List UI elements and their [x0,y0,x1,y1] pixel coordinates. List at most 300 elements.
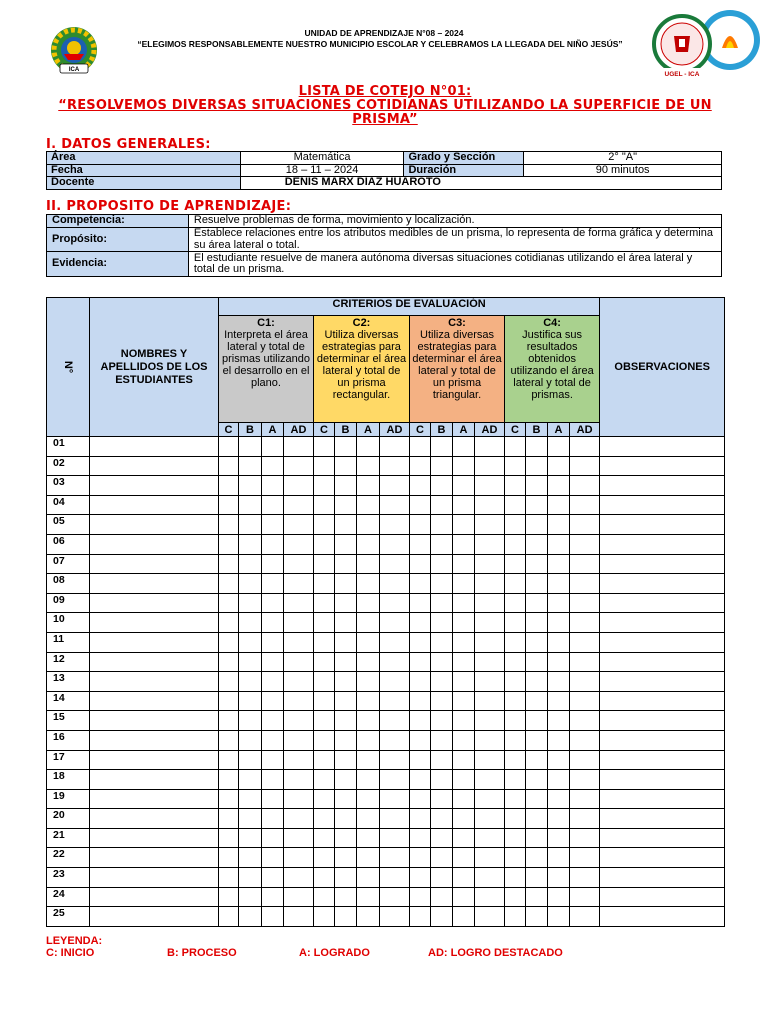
assessment-cell[interactable] [475,907,505,927]
assessment-cell[interactable] [526,828,548,848]
assessment-cell[interactable] [284,907,314,927]
assessment-cell[interactable] [284,691,314,711]
assessment-cell[interactable] [505,456,526,476]
assessment-cell[interactable] [505,672,526,692]
student-name-cell[interactable] [90,652,219,672]
assessment-cell[interactable] [357,770,380,790]
assessment-cell[interactable] [431,907,453,927]
assessment-cell[interactable] [314,770,335,790]
assessment-cell[interactable] [410,554,431,574]
assessment-cell[interactable] [431,809,453,829]
observation-cell[interactable] [600,828,725,848]
assessment-cell[interactable] [526,770,548,790]
observation-cell[interactable] [600,809,725,829]
assessment-cell[interactable] [219,437,239,457]
student-name-cell[interactable] [90,437,219,457]
assessment-cell[interactable] [262,907,284,927]
assessment-cell[interactable] [548,730,570,750]
assessment-cell[interactable] [380,770,410,790]
student-name-cell[interactable] [90,515,219,535]
observation-cell[interactable] [600,711,725,731]
assessment-cell[interactable] [431,652,453,672]
assessment-cell[interactable] [505,907,526,927]
assessment-cell[interactable] [475,632,505,652]
assessment-cell[interactable] [475,495,505,515]
assessment-cell[interactable] [453,534,475,554]
assessment-cell[interactable] [570,750,600,770]
assessment-cell[interactable] [335,848,357,868]
student-name-cell[interactable] [90,770,219,790]
assessment-cell[interactable] [548,691,570,711]
assessment-cell[interactable] [570,887,600,907]
assessment-cell[interactable] [284,593,314,613]
assessment-cell[interactable] [239,770,262,790]
assessment-cell[interactable] [410,828,431,848]
assessment-cell[interactable] [314,868,335,888]
assessment-cell[interactable] [453,437,475,457]
assessment-cell[interactable] [570,495,600,515]
assessment-cell[interactable] [453,691,475,711]
assessment-cell[interactable] [505,789,526,809]
assessment-cell[interactable] [505,887,526,907]
assessment-cell[interactable] [410,534,431,554]
assessment-cell[interactable] [431,495,453,515]
observation-cell[interactable] [600,534,725,554]
assessment-cell[interactable] [475,613,505,633]
assessment-cell[interactable] [357,476,380,496]
assessment-cell[interactable] [431,554,453,574]
assessment-cell[interactable] [314,652,335,672]
assessment-cell[interactable] [526,456,548,476]
assessment-cell[interactable] [570,672,600,692]
assessment-cell[interactable] [335,574,357,594]
observation-cell[interactable] [600,907,725,927]
assessment-cell[interactable] [548,789,570,809]
assessment-cell[interactable] [380,554,410,574]
observation-cell[interactable] [600,613,725,633]
student-name-cell[interactable] [90,613,219,633]
student-name-cell[interactable] [90,711,219,731]
assessment-cell[interactable] [410,691,431,711]
assessment-cell[interactable] [548,593,570,613]
assessment-cell[interactable] [335,437,357,457]
assessment-cell[interactable] [262,554,284,574]
assessment-cell[interactable] [453,476,475,496]
assessment-cell[interactable] [335,515,357,535]
assessment-cell[interactable] [357,554,380,574]
assessment-cell[interactable] [284,711,314,731]
assessment-cell[interactable] [570,613,600,633]
assessment-cell[interactable] [219,672,239,692]
assessment-cell[interactable] [335,534,357,554]
assessment-cell[interactable] [239,476,262,496]
assessment-cell[interactable] [453,907,475,927]
assessment-cell[interactable] [284,534,314,554]
assessment-cell[interactable] [431,613,453,633]
assessment-cell[interactable] [526,515,548,535]
assessment-cell[interactable] [219,907,239,927]
assessment-cell[interactable] [380,574,410,594]
assessment-cell[interactable] [219,456,239,476]
assessment-cell[interactable] [548,456,570,476]
assessment-cell[interactable] [284,672,314,692]
assessment-cell[interactable] [475,437,505,457]
assessment-cell[interactable] [239,750,262,770]
assessment-cell[interactable] [505,691,526,711]
assessment-cell[interactable] [357,750,380,770]
assessment-cell[interactable] [262,515,284,535]
assessment-cell[interactable] [410,672,431,692]
assessment-cell[interactable] [526,652,548,672]
assessment-cell[interactable] [314,534,335,554]
assessment-cell[interactable] [453,750,475,770]
assessment-cell[interactable] [262,593,284,613]
assessment-cell[interactable] [526,672,548,692]
assessment-cell[interactable] [380,789,410,809]
assessment-cell[interactable] [239,632,262,652]
assessment-cell[interactable] [431,848,453,868]
student-name-cell[interactable] [90,750,219,770]
assessment-cell[interactable] [548,770,570,790]
assessment-cell[interactable] [380,613,410,633]
assessment-cell[interactable] [526,809,548,829]
assessment-cell[interactable] [431,750,453,770]
assessment-cell[interactable] [335,672,357,692]
assessment-cell[interactable] [431,437,453,457]
assessment-cell[interactable] [570,554,600,574]
assessment-cell[interactable] [284,809,314,829]
assessment-cell[interactable] [475,456,505,476]
assessment-cell[interactable] [526,554,548,574]
assessment-cell[interactable] [475,848,505,868]
assessment-cell[interactable] [314,789,335,809]
assessment-cell[interactable] [475,652,505,672]
assessment-cell[interactable] [548,828,570,848]
assessment-cell[interactable] [239,652,262,672]
assessment-cell[interactable] [453,848,475,868]
assessment-cell[interactable] [570,848,600,868]
assessment-cell[interactable] [239,495,262,515]
assessment-cell[interactable] [570,534,600,554]
assessment-cell[interactable] [284,730,314,750]
student-name-cell[interactable] [90,593,219,613]
assessment-cell[interactable] [410,632,431,652]
assessment-cell[interactable] [335,828,357,848]
student-name-cell[interactable] [90,554,219,574]
assessment-cell[interactable] [262,789,284,809]
assessment-cell[interactable] [335,456,357,476]
assessment-cell[interactable] [219,770,239,790]
assessment-cell[interactable] [475,730,505,750]
assessment-cell[interactable] [475,554,505,574]
assessment-cell[interactable] [314,515,335,535]
assessment-cell[interactable] [380,593,410,613]
assessment-cell[interactable] [570,632,600,652]
assessment-cell[interactable] [262,868,284,888]
assessment-cell[interactable] [526,907,548,927]
assessment-cell[interactable] [526,711,548,731]
assessment-cell[interactable] [219,534,239,554]
assessment-cell[interactable] [284,437,314,457]
assessment-cell[interactable] [219,750,239,770]
assessment-cell[interactable] [239,730,262,750]
assessment-cell[interactable] [453,711,475,731]
assessment-cell[interactable] [239,437,262,457]
student-name-cell[interactable] [90,828,219,848]
assessment-cell[interactable] [526,476,548,496]
assessment-cell[interactable] [505,476,526,496]
assessment-cell[interactable] [219,887,239,907]
assessment-cell[interactable] [314,711,335,731]
assessment-cell[interactable] [410,593,431,613]
assessment-cell[interactable] [357,711,380,731]
assessment-cell[interactable] [314,554,335,574]
assessment-cell[interactable] [380,515,410,535]
assessment-cell[interactable] [453,574,475,594]
assessment-cell[interactable] [239,574,262,594]
assessment-cell[interactable] [570,770,600,790]
assessment-cell[interactable] [475,711,505,731]
assessment-cell[interactable] [380,730,410,750]
student-name-cell[interactable] [90,868,219,888]
assessment-cell[interactable] [239,868,262,888]
assessment-cell[interactable] [570,437,600,457]
assessment-cell[interactable] [410,730,431,750]
assessment-cell[interactable] [357,868,380,888]
assessment-cell[interactable] [284,789,314,809]
assessment-cell[interactable] [380,907,410,927]
assessment-cell[interactable] [570,476,600,496]
assessment-cell[interactable] [284,868,314,888]
assessment-cell[interactable] [335,613,357,633]
assessment-cell[interactable] [526,632,548,652]
observation-cell[interactable] [600,554,725,574]
assessment-cell[interactable] [431,632,453,652]
assessment-cell[interactable] [380,711,410,731]
assessment-cell[interactable] [526,574,548,594]
assessment-cell[interactable] [284,476,314,496]
assessment-cell[interactable] [335,476,357,496]
student-name-cell[interactable] [90,809,219,829]
assessment-cell[interactable] [410,574,431,594]
assessment-cell[interactable] [239,809,262,829]
assessment-cell[interactable] [357,848,380,868]
assessment-cell[interactable] [380,848,410,868]
assessment-cell[interactable] [570,789,600,809]
assessment-cell[interactable] [380,691,410,711]
assessment-cell[interactable] [453,495,475,515]
assessment-cell[interactable] [431,887,453,907]
assessment-cell[interactable] [453,770,475,790]
assessment-cell[interactable] [262,848,284,868]
observation-cell[interactable] [600,515,725,535]
assessment-cell[interactable] [262,437,284,457]
assessment-cell[interactable] [548,515,570,535]
assessment-cell[interactable] [262,456,284,476]
assessment-cell[interactable] [548,632,570,652]
assessment-cell[interactable] [410,495,431,515]
assessment-cell[interactable] [475,868,505,888]
assessment-cell[interactable] [335,632,357,652]
assessment-cell[interactable] [410,476,431,496]
student-name-cell[interactable] [90,691,219,711]
assessment-cell[interactable] [262,711,284,731]
assessment-cell[interactable] [526,750,548,770]
assessment-cell[interactable] [410,789,431,809]
assessment-cell[interactable] [239,593,262,613]
assessment-cell[interactable] [475,770,505,790]
assessment-cell[interactable] [314,809,335,829]
assessment-cell[interactable] [239,613,262,633]
observation-cell[interactable] [600,495,725,515]
assessment-cell[interactable] [570,456,600,476]
assessment-cell[interactable] [262,770,284,790]
assessment-cell[interactable] [380,652,410,672]
assessment-cell[interactable] [219,652,239,672]
assessment-cell[interactable] [219,848,239,868]
assessment-cell[interactable] [314,672,335,692]
assessment-cell[interactable] [548,809,570,829]
assessment-cell[interactable] [262,632,284,652]
assessment-cell[interactable] [314,476,335,496]
assessment-cell[interactable] [453,730,475,750]
student-name-cell[interactable] [90,789,219,809]
assessment-cell[interactable] [453,613,475,633]
assessment-cell[interactable] [357,613,380,633]
assessment-cell[interactable] [475,476,505,496]
assessment-cell[interactable] [505,652,526,672]
assessment-cell[interactable] [314,730,335,750]
assessment-cell[interactable] [410,770,431,790]
assessment-cell[interactable] [570,652,600,672]
student-name-cell[interactable] [90,574,219,594]
student-name-cell[interactable] [90,495,219,515]
assessment-cell[interactable] [314,848,335,868]
assessment-cell[interactable] [548,907,570,927]
assessment-cell[interactable] [570,828,600,848]
assessment-cell[interactable] [526,613,548,633]
assessment-cell[interactable] [410,907,431,927]
assessment-cell[interactable] [548,868,570,888]
assessment-cell[interactable] [357,828,380,848]
assessment-cell[interactable] [548,848,570,868]
assessment-cell[interactable] [239,789,262,809]
assessment-cell[interactable] [239,848,262,868]
assessment-cell[interactable] [431,534,453,554]
assessment-cell[interactable] [570,593,600,613]
assessment-cell[interactable] [219,789,239,809]
assessment-cell[interactable] [548,711,570,731]
assessment-cell[interactable] [475,534,505,554]
assessment-cell[interactable] [526,495,548,515]
assessment-cell[interactable] [548,887,570,907]
assessment-cell[interactable] [410,750,431,770]
assessment-cell[interactable] [262,750,284,770]
assessment-cell[interactable] [431,672,453,692]
assessment-cell[interactable] [505,711,526,731]
assessment-cell[interactable] [475,750,505,770]
assessment-cell[interactable] [380,495,410,515]
assessment-cell[interactable] [239,456,262,476]
assessment-cell[interactable] [548,437,570,457]
assessment-cell[interactable] [505,574,526,594]
assessment-cell[interactable] [239,691,262,711]
assessment-cell[interactable] [284,750,314,770]
assessment-cell[interactable] [380,672,410,692]
assessment-cell[interactable] [431,456,453,476]
assessment-cell[interactable] [410,711,431,731]
assessment-cell[interactable] [570,515,600,535]
observation-cell[interactable] [600,672,725,692]
assessment-cell[interactable] [570,691,600,711]
assessment-cell[interactable] [505,730,526,750]
assessment-cell[interactable] [431,868,453,888]
assessment-cell[interactable] [262,613,284,633]
student-name-cell[interactable] [90,632,219,652]
assessment-cell[interactable] [262,828,284,848]
student-name-cell[interactable] [90,456,219,476]
observation-cell[interactable] [600,868,725,888]
assessment-cell[interactable] [505,534,526,554]
assessment-cell[interactable] [453,887,475,907]
assessment-cell[interactable] [410,652,431,672]
assessment-cell[interactable] [219,632,239,652]
assessment-cell[interactable] [431,730,453,750]
assessment-cell[interactable] [357,593,380,613]
assessment-cell[interactable] [548,495,570,515]
assessment-cell[interactable] [335,809,357,829]
student-name-cell[interactable] [90,730,219,750]
assessment-cell[interactable] [505,593,526,613]
assessment-cell[interactable] [505,750,526,770]
assessment-cell[interactable] [314,828,335,848]
assessment-cell[interactable] [410,848,431,868]
student-name-cell[interactable] [90,907,219,927]
assessment-cell[interactable] [475,789,505,809]
assessment-cell[interactable] [219,476,239,496]
assessment-cell[interactable] [314,691,335,711]
observation-cell[interactable] [600,574,725,594]
assessment-cell[interactable] [357,515,380,535]
assessment-cell[interactable] [380,456,410,476]
assessment-cell[interactable] [357,907,380,927]
assessment-cell[interactable] [431,789,453,809]
assessment-cell[interactable] [262,672,284,692]
assessment-cell[interactable] [475,515,505,535]
assessment-cell[interactable] [284,495,314,515]
assessment-cell[interactable] [314,887,335,907]
assessment-cell[interactable] [219,495,239,515]
assessment-cell[interactable] [570,730,600,750]
assessment-cell[interactable] [410,437,431,457]
assessment-cell[interactable] [219,613,239,633]
assessment-cell[interactable] [219,809,239,829]
assessment-cell[interactable] [357,456,380,476]
assessment-cell[interactable] [284,770,314,790]
assessment-cell[interactable] [219,574,239,594]
assessment-cell[interactable] [219,828,239,848]
assessment-cell[interactable] [239,554,262,574]
assessment-cell[interactable] [505,437,526,457]
assessment-cell[interactable] [410,456,431,476]
assessment-cell[interactable] [314,456,335,476]
assessment-cell[interactable] [335,887,357,907]
assessment-cell[interactable] [284,632,314,652]
assessment-cell[interactable] [357,534,380,554]
assessment-cell[interactable] [410,613,431,633]
assessment-cell[interactable] [219,554,239,574]
assessment-cell[interactable] [431,711,453,731]
